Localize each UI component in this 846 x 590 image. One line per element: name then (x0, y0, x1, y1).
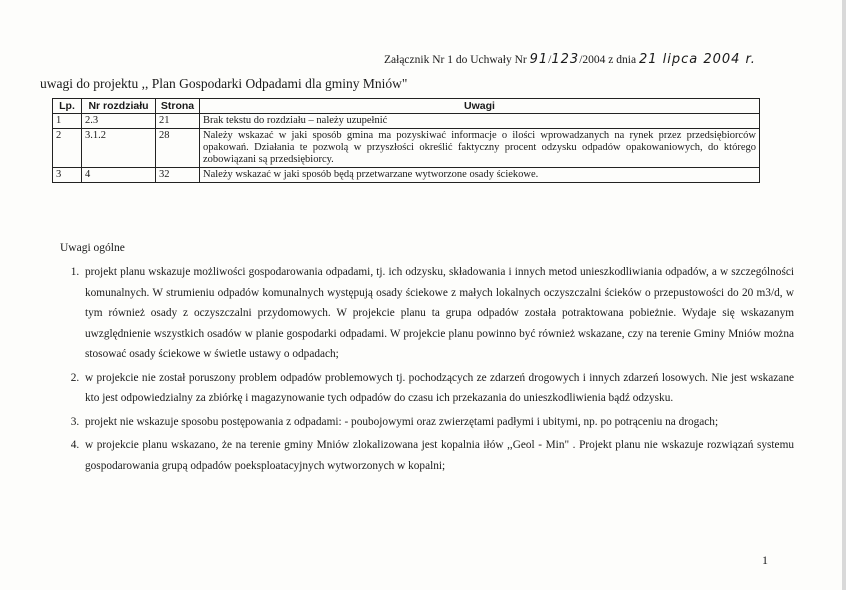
attachment-prefix: Załącznik Nr 1 do Uchwały Nr (384, 54, 527, 66)
list-item: 2. w projekcie nie został poruszony problem odpadów problemowych tj. pochodzących ze zdarzeń drogowych i innych zdarzeń losowych. Nie jest wskazane kto jest odpowiedzialny za zbiórkę i magazynowanie tych odpadów do czasu ich przekazania do unieszkodliwienia bądź odzysku. (82, 368, 794, 409)
general-remarks-heading: Uwagi ogólne (60, 242, 125, 254)
cell-strona: 21 (156, 114, 200, 129)
year-text: /2004 z dnia (579, 54, 637, 66)
cell-strona: 28 (156, 129, 200, 168)
cell-strona: 32 (156, 168, 200, 183)
list-item: 3. projekt nie wskazuje sposobu postępowania z odpadami: - poubojowymi oraz zwierzętami padłymi i ubitymi, np. po potrąceniu na drogach; (82, 412, 794, 433)
cell-lp: 3 (53, 168, 82, 183)
cell-nr: 2.3 (82, 114, 156, 129)
table-row (53, 129, 760, 168)
attachment-header (384, 52, 756, 67)
general-remarks-list (60, 262, 794, 476)
cell-uwagi: Brak tekstu do rozdziału – należy uzupełnić (200, 114, 760, 129)
cell-lp: 2 (53, 129, 82, 168)
list-item: 4. w projekcie planu wskazano, że na terenie gminy Mniów zlokalizowana jest kopalnia iłów ,,Geol - Min" . Projekt planu nie wskazuje rozwiązań systemu gospodarowania grupą odpadów poeksploatacyjnych wytworzonych w kopalni; (82, 435, 794, 476)
list-item: 1. projekt planu wskazuje możliwości gospodarowania odpadami, tj. ich odzysku, składowania i innych metod unieszkodliwiania odpadów, a w szczególności komunalnych. W strumieniu odpadów komunalnych występują osady ściekowe z małych lokalnych oczyszczalni ścieków o przepustowości do 20 m3/d, w tym również osady z oczyszczalni przydomowych. W projekcie planu ta grupa odpadów została potraktowana pobieżnie. Wydaje się wskazanym uwzględnienie wszystkich osadów w planie gospodarki odpadami. W projekcie planu powinno być również wskazane, czy na terenie Gminy Mniów można stosować osady ściekowe w świetle ustawy o odpadach; (82, 262, 794, 365)
resolution-number2-handwritten: 123 (551, 52, 580, 67)
number-separator: / (548, 54, 552, 66)
cell-uwagi: Należy wskazać w jaki sposób gmina ma pozyskiwać informacje o ilości wprowadzanych na rynek przez przedsiębiorców opakowań. Działania te pozwolą w przyszłości określić faktyczny procent odzysku odpadów opakowaniowych, do którego zobowiązani są przedsiębiorcy. (200, 129, 760, 168)
header-nr-rozdzialu: Nr rozdziału (82, 99, 156, 114)
header-strona: Strona (156, 99, 200, 114)
header-uwagi: Uwagi (200, 99, 760, 114)
cell-uwagi: Należy wskazać w jaki sposób będą przetwarzane wytworzone osady ściekowe. (200, 168, 760, 183)
cell-lp: 1 (53, 114, 82, 129)
document-title: uwagi do projektu ,, Plan Gospodarki Odpadami dla gminy Mniów" (40, 76, 408, 91)
table-row (53, 114, 760, 129)
page-edge (842, 0, 846, 590)
cell-nr: 3.1.2 (82, 129, 156, 168)
cell-nr: 4 (82, 168, 156, 183)
resolution-number-handwritten: 91 (529, 52, 549, 67)
page-number: 1 (762, 553, 768, 567)
remarks-table (52, 98, 760, 183)
table-header-row (53, 99, 760, 114)
table-row (53, 168, 760, 183)
header-lp: Lp. (53, 99, 82, 114)
date-handwritten: 21 lipca 2004 r. (638, 52, 756, 67)
